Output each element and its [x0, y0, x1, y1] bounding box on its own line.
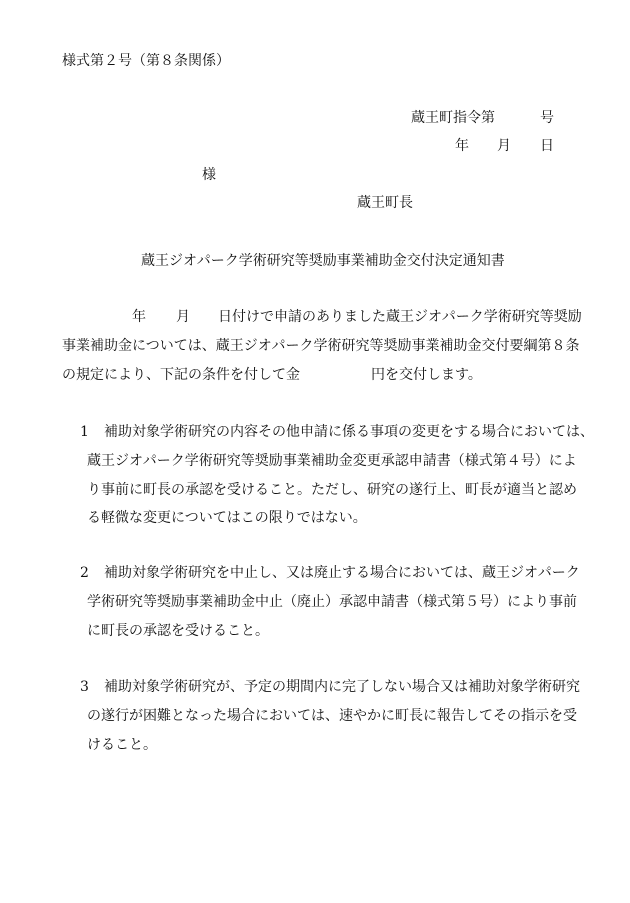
- order-number-suffix: 号: [540, 110, 554, 126]
- body-line2: 事業補助金については、蔵王ジオパーク学術研究等奨励事業補助金交付要綱第８条: [62, 338, 580, 354]
- condition-3-line: けること。: [87, 737, 157, 753]
- condition-1-line: 蔵王ジオパーク学術研究等奨励事業補助金変更承認申請書（様式第４号）によ: [87, 453, 577, 469]
- body-line3-end: 円を交付します。: [371, 367, 482, 383]
- body-line1-month: 月: [176, 309, 190, 325]
- condition-2-line: に町長の承認を受けること。: [87, 623, 269, 639]
- body-line1-year: 年: [132, 309, 146, 325]
- condition-1-line: る軽微な変更についてはこの限りではない。: [87, 510, 367, 526]
- form-number: 様式第２号（第８条関係）: [62, 53, 230, 69]
- condition-1-line: 補助対象学術研究の内容その他申請に係る事項の変更をする場合においては、: [104, 424, 594, 440]
- condition-1-line: り事前に町長の承認を受けること。ただし、研究の遂行上、町長が適当と認め: [87, 482, 577, 498]
- condition-3-line: 補助対象学術研究が、予定の期間内に完了しない場合又は補助対象学術研究: [104, 679, 580, 695]
- document-title: 蔵王ジオパーク学術研究等奨励事業補助金交付決定通知書: [141, 253, 505, 269]
- date-year-label: 年: [455, 138, 469, 154]
- recipient-honorific: 様: [202, 167, 216, 183]
- body-line1: 日付けで申請のありました蔵王ジオパーク学術研究等奨励: [218, 309, 582, 325]
- date-day-label: 日: [540, 138, 554, 154]
- date-month-label: 月: [497, 138, 511, 154]
- condition-3-number: 3: [80, 679, 89, 695]
- body-line3-start: の規定により、下記の条件を付して金: [62, 367, 300, 383]
- condition-3-line: の遂行が困難となった場合においては、速やかに町長に報告してその指示を受: [87, 708, 577, 724]
- issuer: 蔵王町長: [357, 195, 413, 211]
- condition-2-line: 補助対象学術研究を中止し、又は廃止する場合においては、蔵王ジオパーク: [104, 565, 580, 581]
- condition-2-line: 学術研究等奨励事業補助金中止（廃止）承認申請書（様式第５号）により事前: [87, 594, 577, 610]
- order-number-prefix: 蔵王町指令第: [411, 110, 495, 126]
- condition-2-number: 2: [80, 565, 89, 581]
- condition-1-number: 1: [80, 424, 89, 440]
